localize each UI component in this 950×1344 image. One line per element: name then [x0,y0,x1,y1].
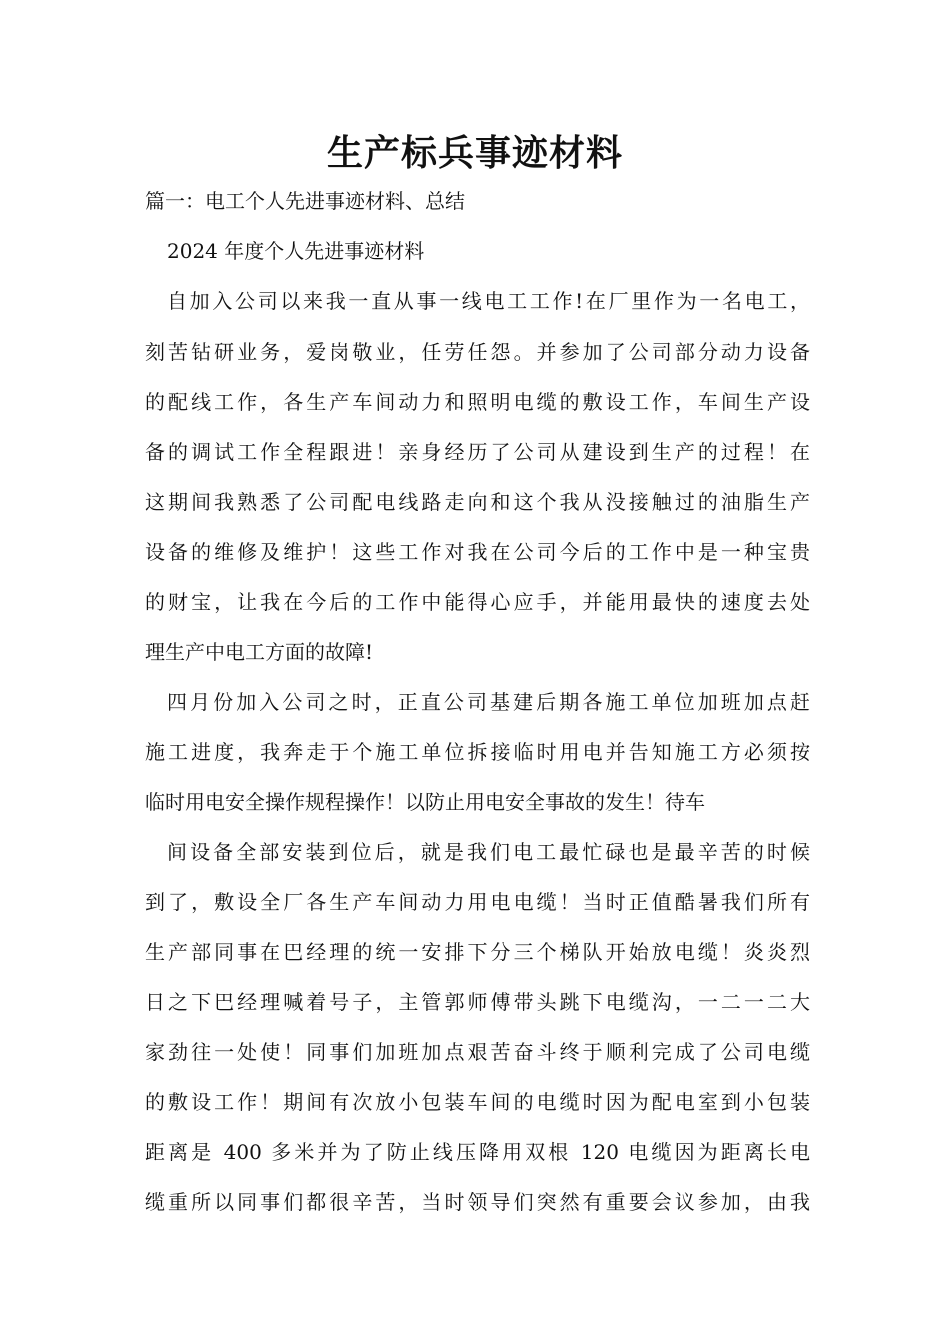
document-title: 生产标兵事迹材料 [326,132,623,174]
paragraph-line: 临时用电安全操作规程操作！以防止用电安全事故的发生！待车 [145,790,705,814]
paragraph-line: 距离是 400 多米并为了防止线压降用双根 120 电缆因为距离长电 [145,1140,810,1164]
paragraph-line: 刻苦钻研业务，爱岗敬业，任劳任怨。并参加了公司部分动力设备 [145,340,810,364]
paragraph-line: 这期间我熟悉了公司配电线路走向和这个我从没接触过的油脂生产 [145,490,810,514]
paragraph-line: 日之下巴经理喊着号子，主管郭师傅带头跳下电缆沟，一二一二大 [145,990,810,1014]
paragraph-line: 间设备全部安装到位后，就是我们电工最忙碌也是最辛苦的时候 [167,840,810,864]
subheading: 2024 年度个人先进事迹材料 [167,239,425,263]
paragraph-line: 备的调试工作全程跟进！亲身经历了公司从建设到生产的过程！在 [145,440,810,464]
paragraph-line: 四月份加入公司之时，正直公司基建后期各施工单位加班加点赶 [167,690,810,714]
paragraph-line: 缆重所以同事们都很辛苦，当时领导们突然有重要会议参加，由我 [145,1190,810,1214]
paragraph-line: 的敷设工作！期间有次放小包装车间的电缆时因为配电室到小包装 [145,1090,810,1114]
paragraph-line: 的配线工作，各生产车间动力和照明电缆的敷设工作，车间生产设 [145,390,810,414]
paragraph-line: 理生产中电工方面的故障! [145,640,374,664]
paragraph-line: 设备的维修及维护！这些工作对我在公司今后的工作中是一种宝贵 [145,540,810,564]
paragraph-line: 到了，敷设全厂各生产车间动力用电电缆！当时正值酷暑我们所有 [145,890,810,914]
paragraph-line: 自加入公司以来我一直从事一线电工工作!在厂里作为一名电工， [167,289,810,313]
paragraph-line: 的财宝，让我在今后的工作中能得心应手，并能用最快的速度去处 [145,590,810,614]
paragraph-line: 家劲往一处使！同事们加班加点艰苦奋斗终于顺利完成了公司电缆 [145,1040,810,1064]
paragraph-line: 生产部同事在巴经理的统一安排下分三个梯队开始放电缆！炎炎烈 [145,940,810,964]
section-heading: 篇一：电工个人先进事迹材料、总结 [145,189,465,213]
paragraph-line: 施工进度，我奔走于个施工单位拆接临时用电并告知施工方必须按 [145,740,810,764]
